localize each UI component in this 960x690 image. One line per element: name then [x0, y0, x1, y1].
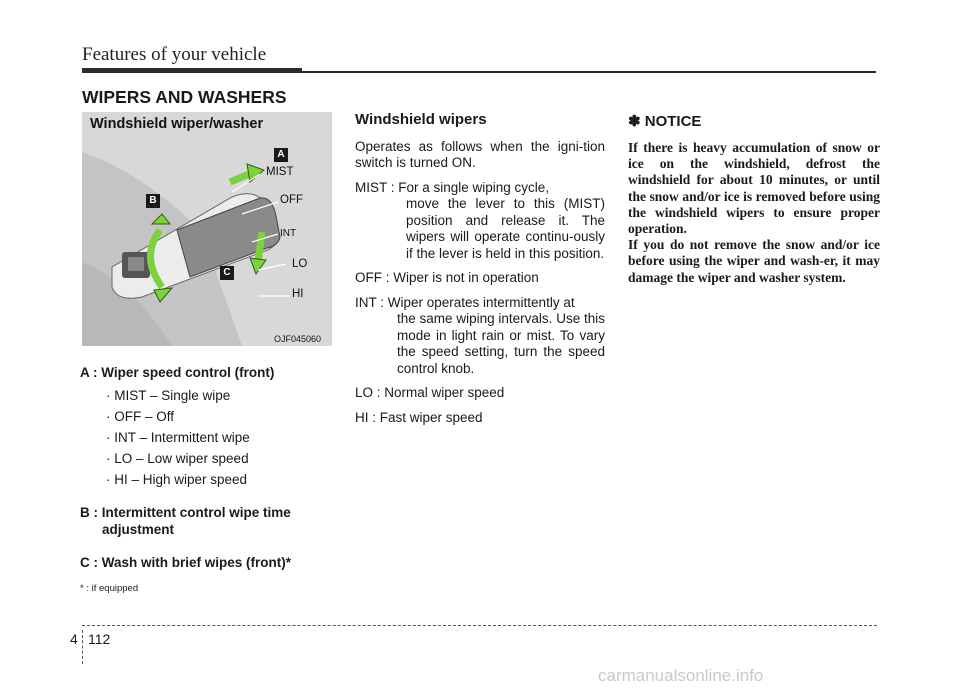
legend-a-item: · INT – Intermittent wipe: [106, 430, 250, 445]
wipers-heading: Windshield wipers: [355, 111, 487, 128]
def-mist: [355, 180, 605, 263]
label-mist: MIST: [266, 166, 294, 178]
legend-b: [80, 504, 340, 538]
def-int-first: INT : Wiper operates intermittently at: [355, 294, 575, 310]
label-off: OFF: [280, 194, 303, 206]
page-header-title: Features of your vehicle: [82, 44, 267, 65]
badge-c: C: [220, 266, 234, 280]
windshield-wipers-section: [355, 112, 605, 434]
footer-divider: [82, 630, 83, 664]
header-rule-thick: [82, 68, 302, 73]
notice-section: [628, 112, 880, 286]
page-number: 112: [88, 631, 111, 647]
figure-title: Windshield wiper/washer: [90, 116, 264, 132]
notice-heading: ✽ NOTICE: [628, 113, 702, 130]
legend-a-title: A : Wiper speed control (front): [80, 365, 275, 380]
figure-legend: [80, 364, 340, 594]
label-hi: HI: [292, 288, 304, 300]
badge-a: A: [274, 148, 288, 162]
notice-paragraph-2: If you do not remove the snow and/or ice before using the wiper and wash-er, it may damage the wiper and washer system.: [628, 237, 880, 285]
header-rule-thin: [302, 71, 876, 73]
footnote: * : if equipped: [80, 583, 139, 594]
badge-b: B: [146, 194, 160, 208]
wipers-intro: Operates as follows when the igni-tion switch is turned ON.: [355, 138, 605, 170]
def-mist-body: move the lever to this (MIST) position and release it. The wipers will operate continu-ously if the lever is held in this position.: [406, 196, 605, 261]
legend-b-line2: adjustment: [102, 522, 175, 537]
notice-paragraph-1: If there is heavy accumulation of snow or ice on the windshield, defrost the windshield for about 10 minutes, or until the snow and/or ice is removed before using the windshield wipers to ensure proper operation.: [628, 140, 880, 237]
legend-a-item: · MIST – Single wipe: [106, 388, 231, 403]
def-mist-first: MIST : For a single wiping cycle,: [355, 179, 550, 195]
legend-c-title: C : Wash with brief wipes (front)*: [80, 555, 291, 570]
label-int: INT: [280, 228, 297, 239]
def-hi: HI : Fast wiper speed: [355, 409, 483, 425]
section-number: 4: [70, 631, 78, 647]
legend-a-item: · OFF – Off: [106, 409, 175, 424]
legend-b-line1: B : Intermittent control wipe time: [80, 505, 291, 520]
watermark: carmanualsonline.info: [598, 666, 764, 685]
def-int-body: the same wiping intervals. Use this mode in light rain or mist. To vary the speed setting, turn the speed control knob.: [397, 311, 605, 376]
label-lo: LO: [292, 258, 308, 270]
section-title: WIPERS AND WASHERS: [82, 87, 287, 107]
legend-a-item: · LO – Low wiper speed: [106, 451, 249, 466]
wiper-figure: [82, 112, 332, 346]
def-lo: LO : Normal wiper speed: [355, 385, 505, 400]
figure-code: OJF045060: [274, 334, 322, 344]
legend-a-item: · HI – High wiper speed: [106, 472, 248, 487]
def-int: [355, 295, 605, 378]
def-off: OFF : Wiper is not in operation: [355, 270, 539, 285]
footer-rule: [82, 625, 877, 626]
